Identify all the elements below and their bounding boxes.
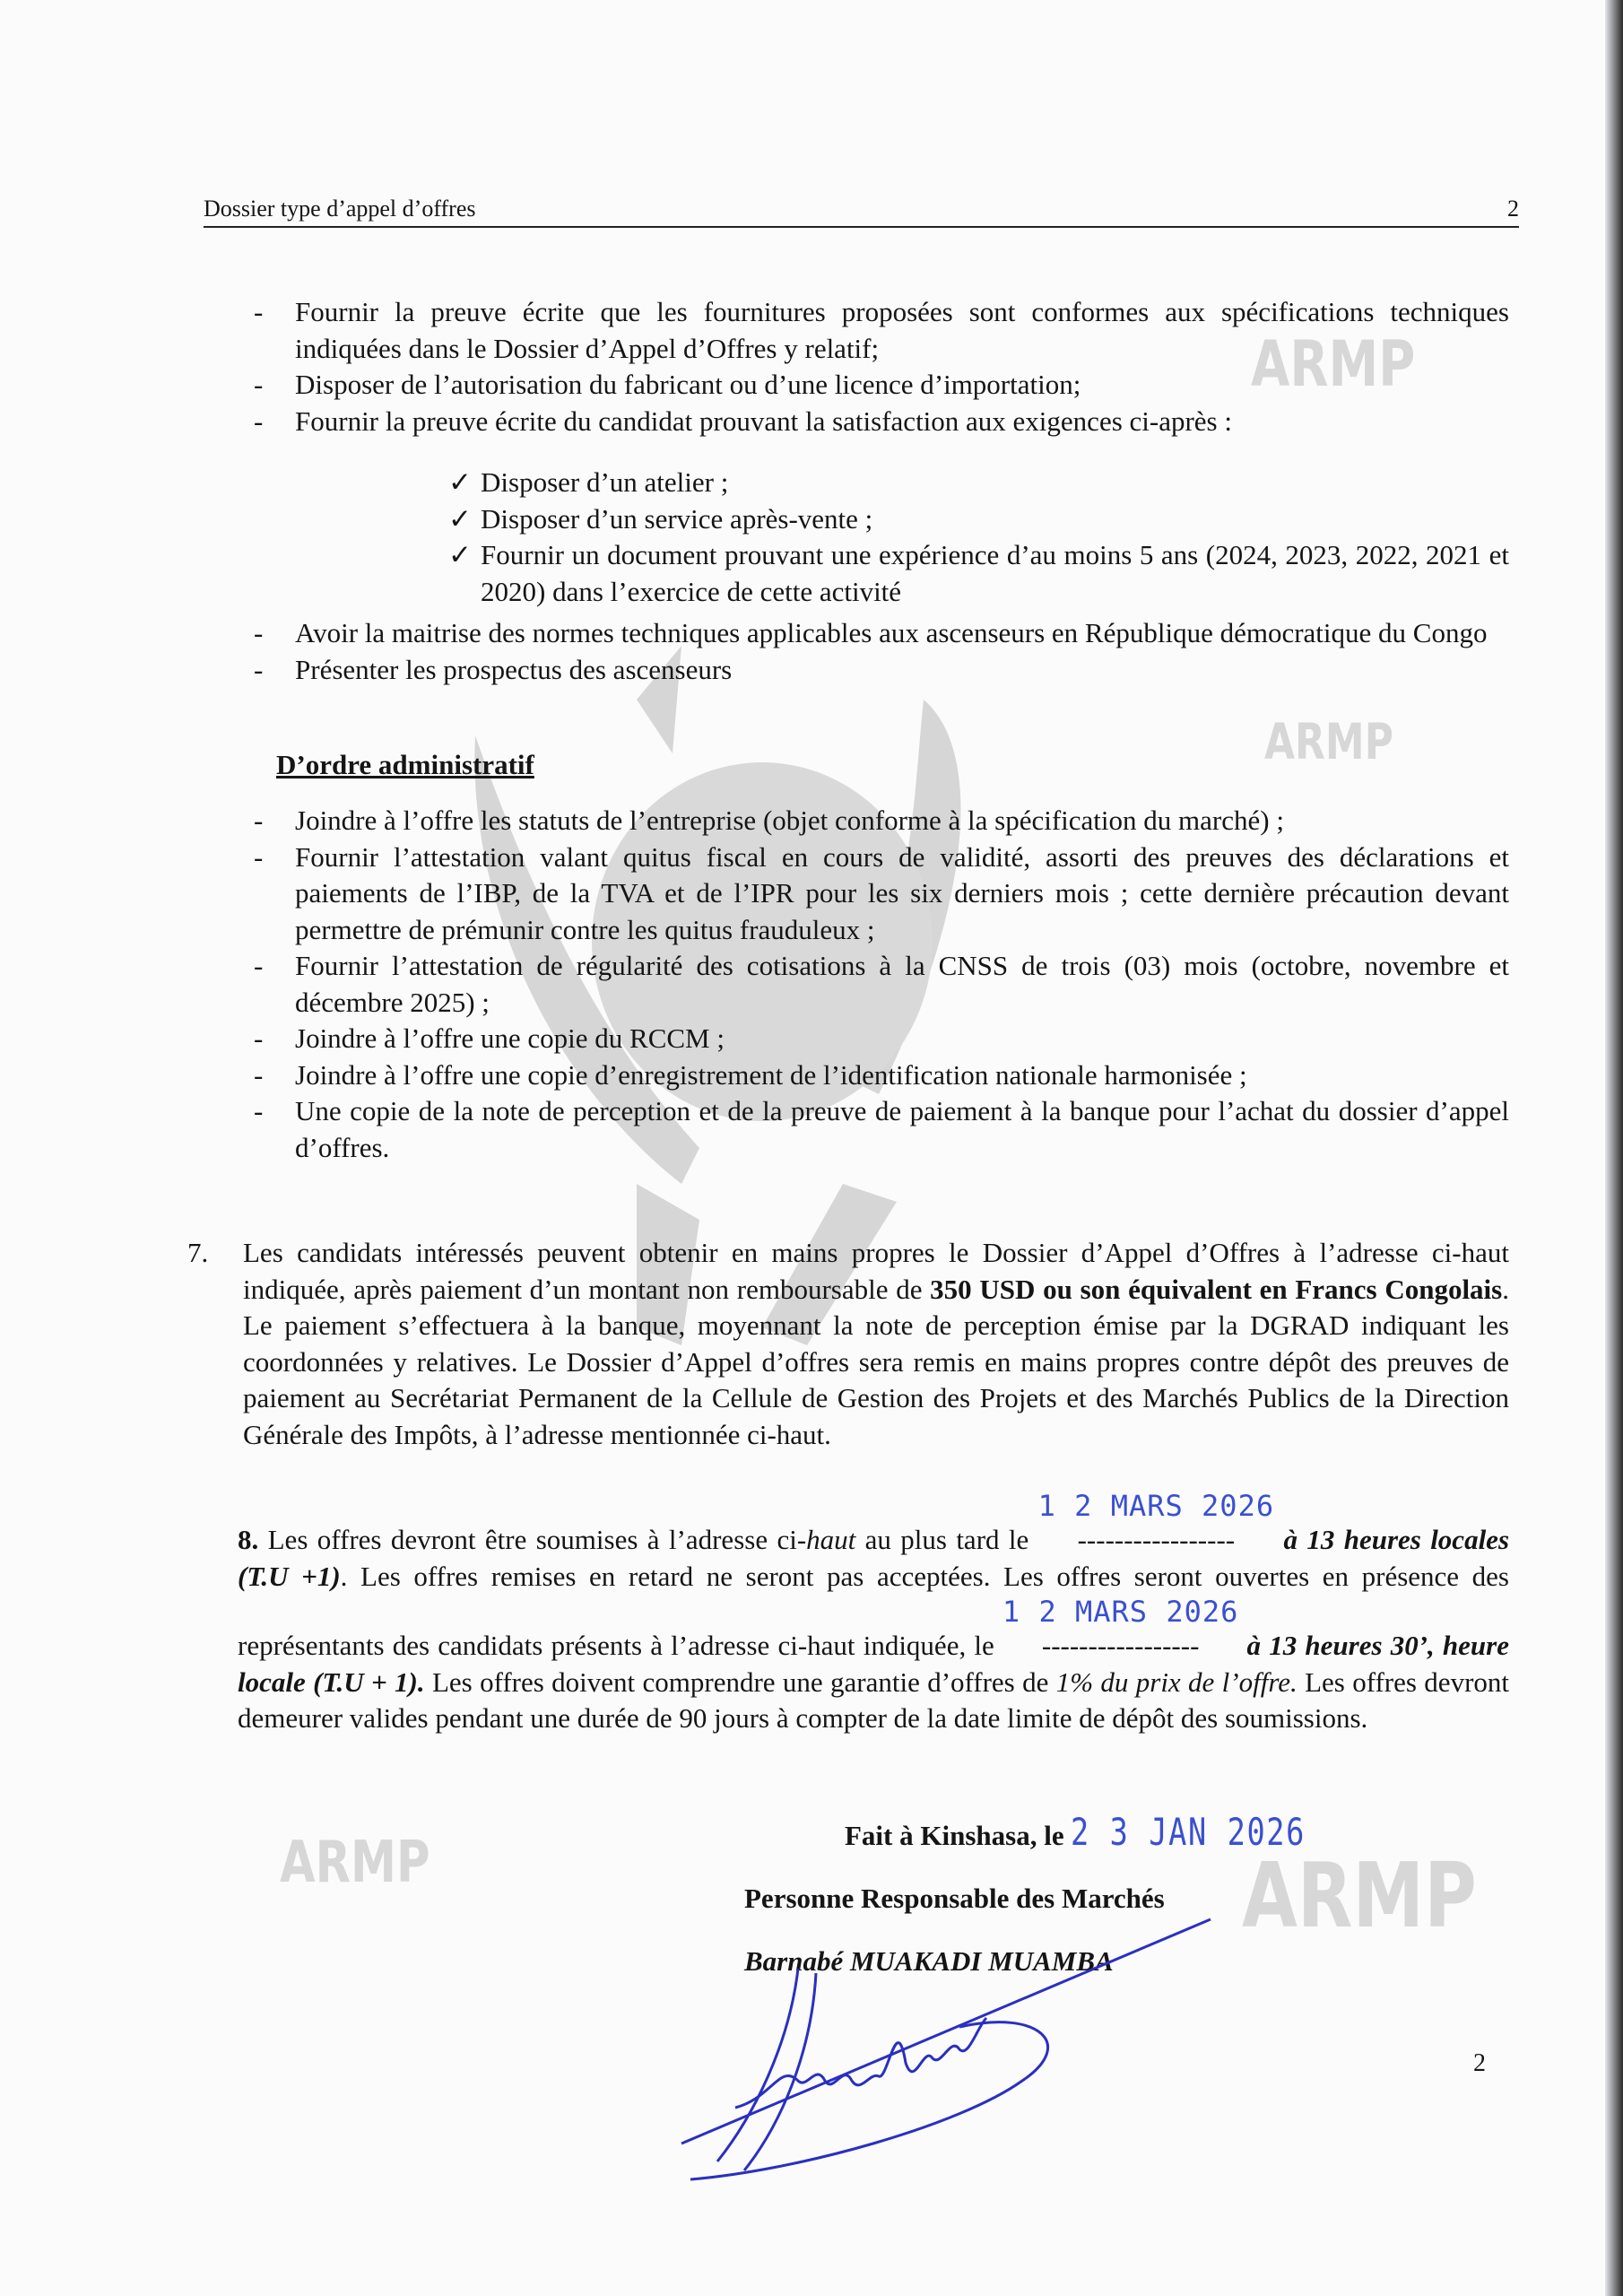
list-item: - Joindre à l’offre les statuts de l’entreprise (objet conforme à la spécification du marché) ; <box>254 804 1284 836</box>
list-item: - Fournir l’attestation de régularité des cotisations à la CNSS de trois (03) mois (octobre, novembre et décembre 2025) ; <box>254 950 1509 1018</box>
watermark-armp: ARMP <box>280 1830 430 1896</box>
scan-edge <box>1605 0 1623 2296</box>
signature-date-stamp: 2 3 JAN 2026 <box>1071 1810 1306 1854</box>
watermark-armp: ARMP <box>1251 327 1416 401</box>
checkmark-icon: ✓ <box>448 466 472 498</box>
header-title: Dossier type d’appel d’offres <box>204 196 476 222</box>
check-item: ✓ Fournir un document prouvant une expérience d’au moins 5 ans (2024, 2023, 2022, 2021 et 2020) dans l’exercice de cette activité <box>448 539 1509 607</box>
check-item: ✓ Disposer d’un atelier ; <box>448 465 1509 501</box>
paragraph-7: 7. Les candidats intéressés peuvent obtenir en mains propres le Dossier d’Appel d’Offres à l’adresse ci-haut indiquée, après paiement d’un montant non remboursable de 350 USD ou son équivalent en Francs Congolais. Le paiement s’effectuera à la banque, moyennant la note de perception émise par la DGRAD indiquant les coordonnées y relatives. Le Dossier d’Appel d’offres sera remis en mains propres contre dépôt des preuves de paiement au Secrétariat Permanent de la Cellule de Gestion des Projets et des Marchés Publics de la Direction Générale des Impôts, à l’adresse mentionnée ci-haut. <box>187 1237 1509 1450</box>
signatory-name: Barnabé MUAKADI MUAMBA <box>744 1945 1114 1977</box>
checklist <box>448 465 1509 610</box>
list-item: - Une copie de la note de perception et de la preuve de paiement à la banque pour l’achat du dossier d’appel d’offres. <box>254 1095 1509 1163</box>
admin-list <box>254 803 1509 1166</box>
list-item: - Fournir l’attestation valant quitus fiscal en cours de validité, assorti des preuves des déclarations et paiements de l’IBP, de la TVA et de l’IPR pour les six derniers mois ; cette dernière précaution devant permettre de prémunir contre les quitus frauduleux ; <box>254 840 1509 945</box>
list-item: - Disposer de l’autorisation du fabricant ou d’une licence d’importation; <box>254 369 1081 400</box>
list-item: - Fournir la preuve écrite du candidat prouvant la satisfaction aux exigences ci-après : <box>254 404 1232 437</box>
paragraph-number: 7. <box>187 1237 209 1268</box>
signatory-role: Personne Responsable des Marchés <box>744 1883 1165 1914</box>
check-item: ✓ Disposer d’un service après-vente ; <box>448 501 1509 538</box>
checkmark-icon: ✓ <box>448 502 472 535</box>
list-item: - Joindre à l’offre une copie d’enregistrement de l’identification nationale harmonisée ; <box>254 1058 1247 1091</box>
deadline-blank: ----------------- <box>1077 1524 1236 1555</box>
checkmark-icon: ✓ <box>448 539 472 570</box>
place-date-label: Fait à Kinshasa, le <box>845 1820 1064 1851</box>
footer-page-number: 2 <box>1473 2049 1486 2077</box>
requirements-list <box>254 294 1509 439</box>
technical-list <box>254 615 1509 688</box>
deadline-field <box>1038 1489 1274 1557</box>
watermark-armp: ARMP <box>1242 1843 1477 1948</box>
deadline-date-stamp: 1 2 MARS 2026 <box>1037 1489 1275 1523</box>
running-header <box>204 196 1519 228</box>
list-item: - Joindre à l’offre une copie du RCCM ; <box>254 1022 725 1054</box>
list-item: - Avoir la maitrise des normes techniques applicables aux ascenseurs en République démocratique du Congo <box>254 617 1488 648</box>
header-page-number: 2 <box>1507 196 1519 222</box>
admin-heading: D’ordre administratif <box>276 749 534 780</box>
list-item: - Fournir la preuve écrite que les fournitures proposées sont conformes aux spécifications techniques indiquées dans le Dossier d’Appel d’Offres y relatif; <box>254 296 1509 364</box>
paragraph-8: 8. Les offres devront être soumises à l’adresse ci-haut au plus tard le 1 2 MARS 2026 ----------------- à 13 heures locales (T.U +1). Les offres remises en retard ne seront pas acceptées. Les offres seront ouvertes en présence des représentants des candidats présents à l’adresse ci-haut indiquée, le 1 2 MARS 2026 ----------------- à 13 heures 30’, heure locale (T.U + 1). Les offres doivent comprendre une garantie d’offres de 1% du prix de l’offre. Les offres devront demeurer valides pendant une durée de 90 jours à compter de la date limite de dépôt des soumissions. <box>238 1489 1510 1734</box>
watermark-armp: ARMP <box>1264 713 1393 770</box>
paragraph-number: 8. <box>238 1524 259 1555</box>
opening-date-stamp: 1 2 MARS 2026 <box>1002 1595 1239 1629</box>
opening-blank: ----------------- <box>1041 1630 1200 1661</box>
handwritten-signature <box>664 1901 1219 2188</box>
fee-amount: 350 USD ou son équivalent en Francs Congolais <box>930 1273 1503 1305</box>
list-item: - Présenter les prospectus des ascenseurs <box>254 653 733 685</box>
opening-field <box>1002 1595 1238 1663</box>
